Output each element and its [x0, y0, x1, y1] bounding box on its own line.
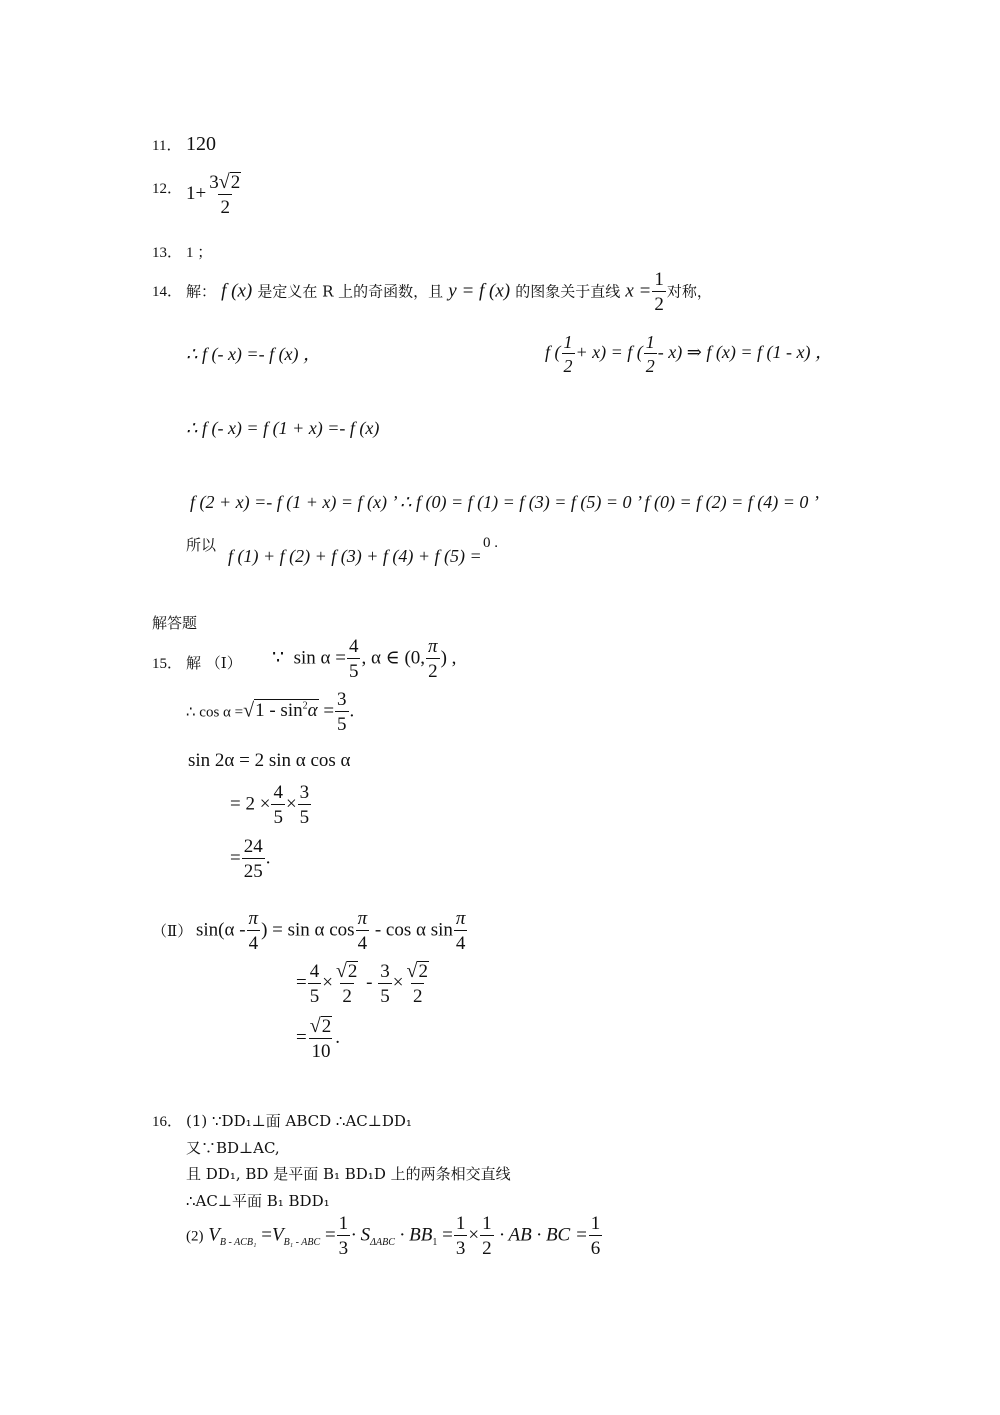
q15-step1-a: = 2 × — [230, 793, 271, 815]
q14-line5-math: f (1) + f (2) + f (3) + f (4) + f (5) = — [228, 546, 482, 566]
q15-cos-eq: = — [323, 700, 335, 722]
q15-step2-frac — [242, 837, 265, 881]
q15-p2-a: sin(α - — [196, 919, 246, 941]
q14-l2-r1: f ( — [545, 342, 561, 363]
q16-v2: V — [271, 1224, 284, 1246]
q16-frac-sixth — [589, 1214, 603, 1258]
q15-cond-b: , α ∈ (0, — [361, 647, 426, 669]
q15-p2-pi2: π — [357, 908, 368, 929]
q15-cos-num: 3 — [337, 689, 347, 710]
q16-line1: (1) ∵DD₁⊥面 ABCD ∴AC⊥DD₁ — [186, 1112, 412, 1130]
q16-v1: V — [208, 1224, 220, 1246]
q15-p2-times1: × — [322, 971, 333, 993]
q15-cos-end: . — [349, 700, 355, 722]
q16-abbc: · AB · BC = — [499, 1224, 588, 1246]
q14-l2-r2: + x) = f ( — [575, 342, 643, 363]
q15-p2-n4: 4 — [309, 960, 320, 982]
q14-text-c: 的图象关于直线 — [515, 282, 621, 301]
q14-l2-frac1 — [562, 333, 575, 375]
item-number-15: 15． — [152, 656, 183, 672]
q14-text-d: 对称， — [666, 282, 712, 301]
q15-step1-d1: 5 — [271, 804, 285, 827]
q14-fx: f (x) — [221, 280, 253, 302]
item-number-14: 14． — [152, 284, 183, 300]
q15-cond-a: sin α = — [293, 647, 346, 669]
q15-head: 解 （Ⅰ） — [186, 654, 242, 672]
q15-p2-frac2 — [356, 909, 370, 953]
q15-p2-eq3: = — [296, 1026, 307, 1048]
q15-p2-d5a: 5 — [308, 983, 322, 1006]
q16-sub2: B₁ - ABC — [283, 1237, 321, 1249]
q14-l2-frac2-den: 2 — [644, 353, 657, 375]
q15-p2-b: ) = sin α cos — [261, 919, 355, 941]
q15-p2-frac3 — [454, 909, 468, 953]
q14-l2-frac1-den: 2 — [562, 353, 575, 375]
q15-p2-ten: 10 — [309, 1038, 332, 1061]
q16-frac-half — [480, 1214, 494, 1258]
section-title: 解答题 — [152, 614, 198, 632]
q15-part2-label: （Ⅱ） — [152, 922, 193, 940]
q14-yfx: y = f (x) — [448, 280, 511, 302]
q16-line5 — [186, 1214, 603, 1258]
q15-part2-line3 — [296, 1016, 340, 1061]
q15-p2-rad1: 2 — [347, 961, 358, 982]
q16-s: · S — [351, 1224, 371, 1246]
sqrt-icon: √ — [335, 960, 347, 982]
q15-condition — [272, 637, 456, 681]
q15-p2-final — [308, 1016, 334, 1061]
q16-two: 2 — [480, 1235, 494, 1258]
q16-times: × — [468, 1224, 480, 1246]
q15-step2-den: 25 — [242, 858, 265, 881]
q14-l2-frac2 — [644, 333, 657, 375]
q15-p2-d2b: 2 — [411, 983, 425, 1006]
item-number-16: 16． — [152, 1114, 183, 1130]
q15-cond-c: ) , — [440, 647, 457, 669]
q15-pi-half — [426, 637, 440, 681]
q15-p2-n3: 3 — [380, 960, 390, 982]
q15-p2-minus: - — [366, 971, 373, 993]
q14-jie: 解： — [186, 282, 217, 301]
q15-step2-a: = — [230, 847, 241, 869]
q15-cos-sup: 2 — [302, 701, 308, 713]
sqrt-icon: √ — [309, 1015, 321, 1037]
answer-12 — [186, 172, 244, 217]
q15-p2-f35 — [378, 962, 392, 1006]
q15-cos-rad: 1 - sin — [255, 700, 303, 722]
q15-pi: π — [428, 636, 438, 657]
answer-12-den: 2 — [218, 194, 232, 217]
q14-half-num: 1 — [654, 269, 664, 290]
q16-one4: 1 — [590, 1213, 601, 1234]
q16-eq2: = — [324, 1224, 336, 1246]
q15-p2-c: - cos α sin — [374, 919, 453, 941]
answer-12-fraction — [207, 172, 243, 217]
q14-line3: ∴ f (- x) = f (1 + x) =- f (x) — [186, 418, 380, 438]
q16-three2: 3 — [454, 1235, 468, 1258]
q15-p2-fr2b — [404, 961, 430, 1006]
q15-p2-fr2a — [334, 961, 360, 1006]
q15-step2 — [230, 837, 270, 881]
q15-cos-den: 5 — [335, 711, 349, 734]
q16-line4: ∴AC⊥平面 B₁ BDD₁ — [186, 1192, 330, 1210]
q15-p2-eq1: = — [296, 971, 307, 993]
q14-line4: f (2 + x) =- f (1 + x) = f (x) ’ ∴ f (0) = f (1) = f (3) = f (5) = 0 ’ f (0) = f (2) = f (4) = 0 ’ — [190, 492, 819, 512]
q16-sub4: 1 — [432, 1237, 438, 1249]
q15-cond-den: 5 — [347, 658, 361, 681]
q14-line2-left: ∴ f (- x) =- f (x) ， — [186, 344, 322, 364]
q15-step1-d2: 5 — [298, 804, 312, 827]
q15-p2-d5b: 5 — [378, 983, 392, 1006]
q16-eq1: = — [261, 1224, 272, 1246]
q15-step1-f2 — [298, 783, 312, 827]
q15-cos-frac — [335, 690, 349, 734]
q15-part2-line1 — [196, 909, 468, 953]
q15-p2-pi1: π — [248, 908, 259, 929]
q15-p2-four1: 4 — [247, 930, 261, 953]
q15-step2-end: . — [265, 847, 271, 869]
q15-part2-line2 — [296, 961, 432, 1006]
q15-cond-frac — [347, 637, 361, 681]
q15-sin2a: sin 2α = 2 sin α cos α — [188, 750, 351, 771]
answer-12-plus: + — [195, 182, 207, 204]
q14-line5-value: 0 . — [483, 535, 498, 551]
q15-p2-pi3: π — [455, 908, 466, 929]
q16-part2-label: (2) — [186, 1228, 204, 1245]
q15-p2-d2a: 2 — [340, 983, 354, 1006]
q16-eq3: = — [442, 1224, 453, 1246]
item-number-13: 13． — [152, 245, 183, 261]
q15-step1-n1: 4 — [273, 782, 283, 803]
q14-text-b: 是定义在 R 上的奇函数，且 — [257, 282, 444, 301]
q16-sub1: B - ACB₁ — [219, 1237, 257, 1249]
q15-cos-alpha: α — [307, 700, 318, 722]
q16-frac-third2 — [454, 1214, 468, 1258]
q14-line1 — [186, 270, 712, 314]
q15-p2-rad3: 2 — [321, 1016, 332, 1037]
q15-p2-times2: × — [392, 971, 404, 993]
sqrt-icon: √ — [243, 699, 255, 722]
item-number-11: 11． — [152, 138, 182, 154]
q16-one1: 1 — [338, 1213, 349, 1234]
q15-two: 2 — [426, 658, 440, 681]
q15-cos-a: ∴ cos α = — [186, 704, 244, 721]
q15-cond-num: 4 — [348, 636, 359, 657]
answer-13: 1 ； — [186, 245, 213, 261]
q14-xeq: x = — [625, 280, 652, 302]
q16-line2: 又∵BD⊥AC, — [186, 1139, 280, 1157]
q14-l2-frac1-num: 1 — [563, 332, 573, 352]
q15-step2-num: 24 — [243, 836, 263, 857]
q15-p2-four3: 4 — [454, 930, 468, 953]
q15-cos-line — [186, 690, 354, 734]
answer-11: 120 — [186, 133, 216, 155]
q14-half — [652, 270, 666, 314]
sqrt-icon: √ — [406, 960, 418, 982]
q15-step1-f1 — [271, 783, 285, 827]
q15-p2-f45 — [308, 962, 322, 1006]
sqrt-icon: √ — [218, 171, 230, 193]
q16-bb: · BB — [399, 1224, 433, 1246]
answer-12-coef: 3 — [209, 172, 219, 193]
q14-line2-right — [545, 333, 833, 375]
q15-step1 — [230, 783, 312, 827]
q16-one2: 1 — [455, 1213, 466, 1234]
q15-p2-rad2: 2 — [418, 961, 428, 982]
answer-12-radicand: 2 — [230, 172, 241, 193]
q15-times: × — [285, 793, 297, 815]
q14-l2-frac2-num: 1 — [645, 332, 655, 352]
q16-six: 6 — [589, 1235, 603, 1258]
q15-step1-n2: 3 — [299, 782, 310, 803]
q15-p2-frac1 — [247, 909, 261, 953]
q16-sub3: ΔABC — [370, 1237, 395, 1249]
because-symbol: ∵ — [272, 647, 285, 669]
q15-p2-end: . — [335, 1026, 340, 1048]
q15-cos-radicand — [254, 699, 318, 722]
q14-line5-label: 所以 — [186, 536, 217, 554]
q16-three1: 3 — [337, 1235, 351, 1258]
q14-half-den: 2 — [652, 291, 666, 314]
item-number-12: 12． — [152, 181, 183, 197]
answer-12-one: 1 — [186, 182, 196, 204]
q16-line3: 且 DD₁, BD 是平面 B₁ BD₁D 上的两条相交直线 — [186, 1165, 511, 1183]
q16-frac-third1 — [337, 1214, 351, 1258]
q15-p2-four2: 4 — [356, 930, 370, 953]
q14-l2-r3: - x) ⇒ f (x) = f (1 - x) ， — [657, 342, 833, 363]
q16-one3: 1 — [482, 1213, 492, 1234]
